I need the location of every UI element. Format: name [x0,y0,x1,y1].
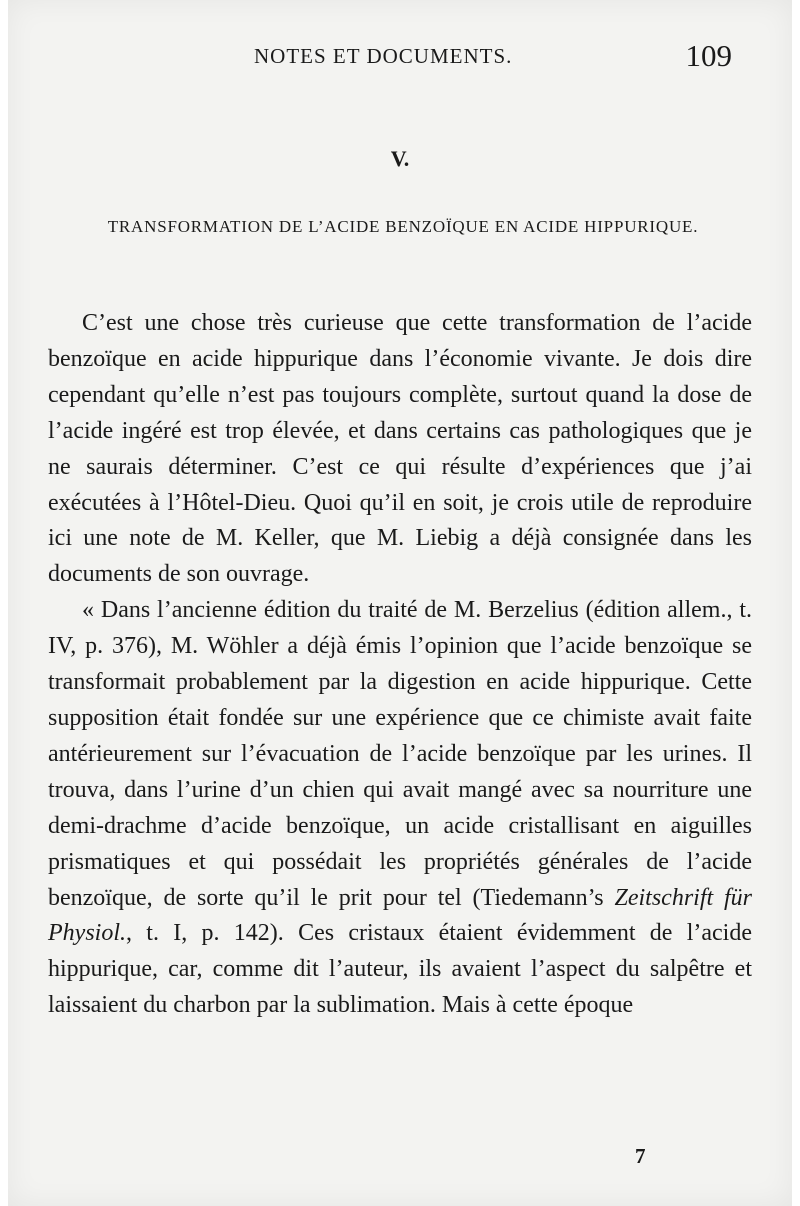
paragraph-1: C’est une chose très curieuse que cette transformation de l’acide benzoïque en acide hippurique dans l’économie vivante. Je dois dire cependant qu’elle n’est pas toujours complète, surtout quand la dose de l’acide ingéré est trop élevée, et dans certains cas pathologiques que je ne saurais déterminer. C’est ce qui résulte d’expériences que j’ai exécutées à l’Hôtel-Dieu. Quoi qu’il en soit, je crois utile de reproduire ici une note de M. Keller, que M. Liebig a déjà consignée dans les documents de son ouvrage. [48,310,752,588]
running-head: NOTES ET DOCUMENTS. [254,44,513,68]
body-text [48,306,752,1024]
signature-mark: 7 [635,1144,646,1168]
section-number: V. [390,146,410,171]
book-page [8,0,792,1206]
paragraph-2 [48,593,752,1024]
paragraph-2-text-a: « Dans l’ancienne édition du traité de M. Berzelius (édition allem., t. IV, p. 376), M. Wöhler a déjà émis l’opinion que l’acide benzoïque se transformait probablement par la digestion en acide hippurique. Cette supposition était fondée sur une expérience que ce chimiste avait faite antérieurement sur l’évacuation de l’acide benzoïque par les urines. Il trouva, dans l’urine d’un chien qui avait mangé avec sa nourriture une demi-drachme d’acide benzoïque, un acide cristallisant en aiguilles prismatiques et qui possédait les propriétés générales de l’acide benzoïque, de sorte qu’il le prit pour tel (Tiedemann’s [48,597,752,911]
page-number: 109 [685,38,732,73]
section-title: TRANSFORMATION DE L’ACIDE BENZOÏQUE EN ACIDE HIPPURIQUE. [107,217,699,236]
paragraph-2-text-b: , t. I, p. 142). Ces cristaux étaient évidemment de l’acide hippurique, car, comme dit l’auteur, ils avaient l’aspect du salpêtre et laissaient du charbon par la sublimation. Mais à cette époque [48,920,752,1019]
journal-title-italic: Zeitschrift für Physiol. [48,884,752,947]
